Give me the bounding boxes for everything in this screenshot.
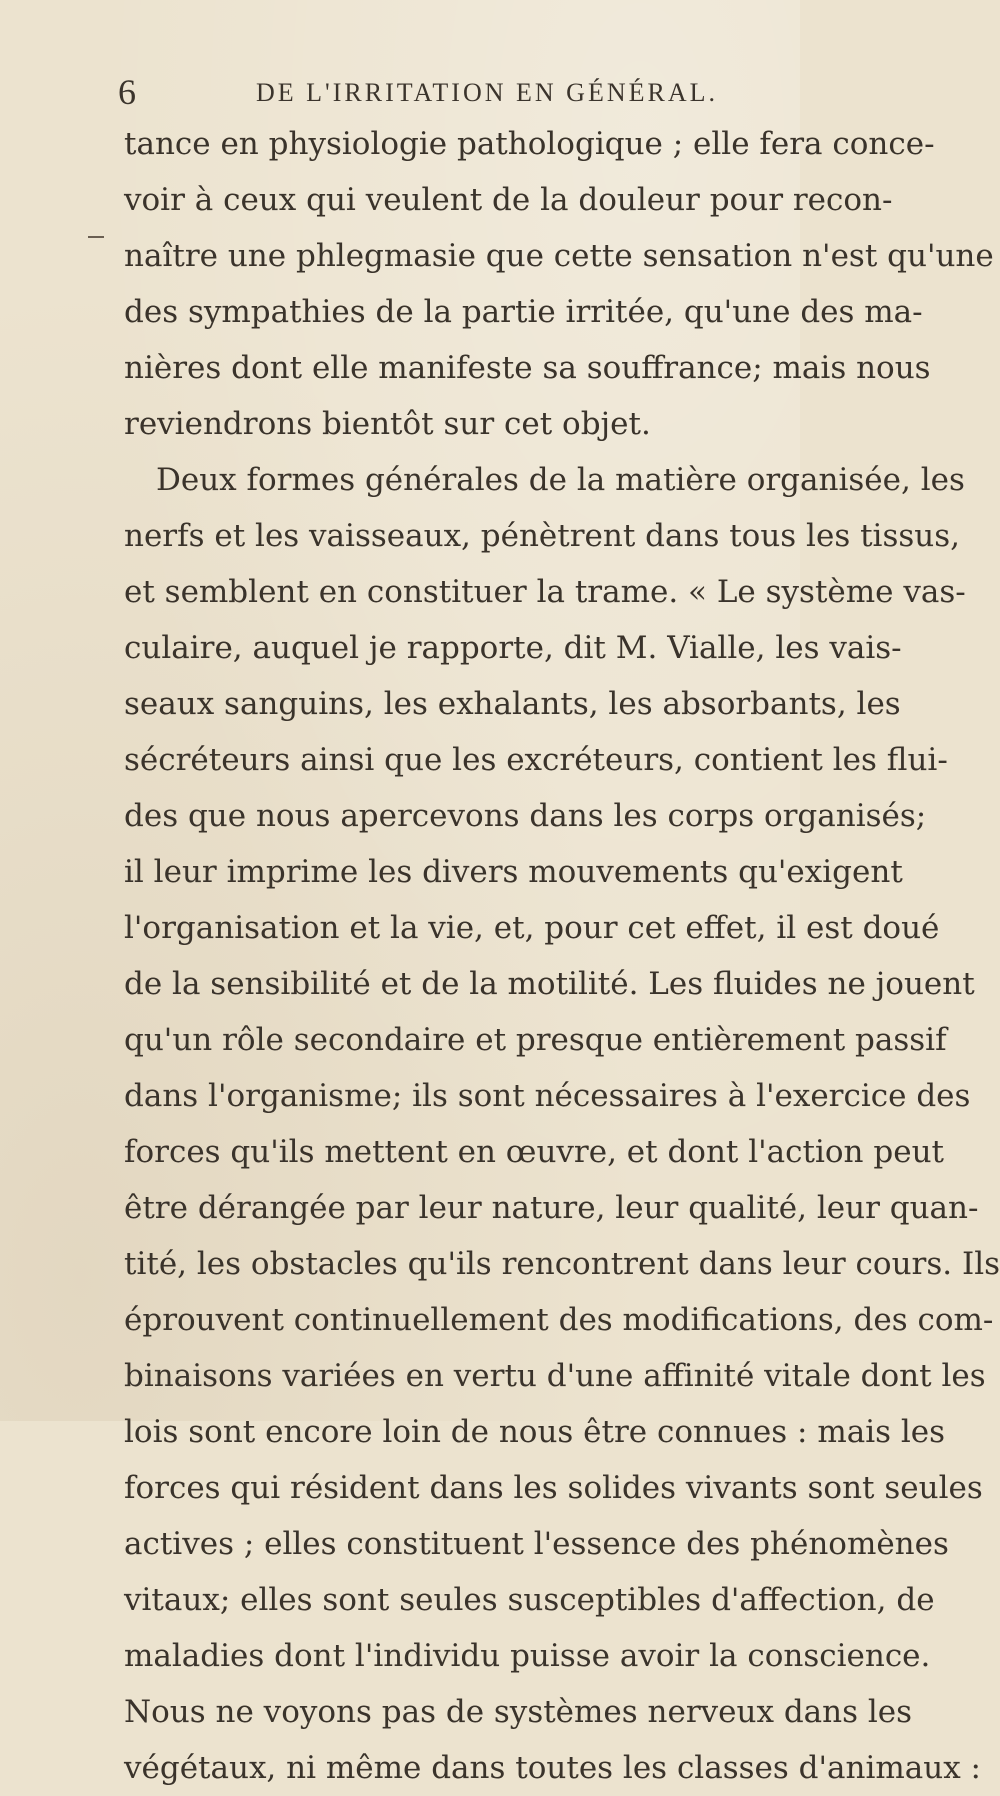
text-line: vitaux; elles sont seules susceptibles d'affection, de (124, 1582, 935, 1618)
text-line: dans l'organisme; ils sont nécessaires à l'exercice des (124, 1078, 971, 1114)
text-line: lois sont encore loin de nous être connues : mais les (124, 1414, 946, 1450)
text-line: nerfs et les vaisseaux, pénètrent dans tous les tissus, (124, 518, 961, 554)
text-line: des sympathies de la partie irritée, qu'une des ma- (124, 294, 923, 330)
text-line: de la sensibilité et de la motilité. Les fluides ne jouent (124, 966, 975, 1002)
text-line: Deux formes générales de la matière organisée, les (156, 462, 965, 498)
text-line: forces qui résident dans les solides vivants sont seules (124, 1470, 983, 1506)
text-line: voir à ceux qui veulent de la douleur pour recon- (124, 182, 893, 218)
text-line: il leur imprime les divers mouvements qu'exigent (124, 854, 903, 890)
text-line: seaux sanguins, les exhalants, les absorbants, les (124, 686, 901, 722)
text-line: nières dont elle manifeste sa souffrance; mais nous (124, 350, 931, 386)
body-text (124, 116, 1000, 1796)
margin-mark (88, 236, 104, 238)
text-line: l'organisation et la vie, et, pour cet effet, il est doué (124, 910, 940, 946)
text-line: forces qu'ils mettent en œuvre, et dont l'action peut (124, 1134, 944, 1170)
text-line: des que nous apercevons dans les corps organisés; (124, 798, 927, 834)
text-line: reviendrons bientôt sur cet objet. (124, 406, 651, 442)
text-line: Nous ne voyons pas de systèmes nerveux dans les (124, 1694, 913, 1730)
text-line: qu'un rôle secondaire et presque entièrement passif (124, 1022, 947, 1058)
text-line: binaisons variées en vertu d'une affinité vitale dont les (124, 1358, 986, 1394)
text-line: être dérangée par leur nature, leur qualité, leur quan- (124, 1190, 979, 1226)
text-line: et semblent en constituer la trame. « Le système vas- (124, 574, 966, 610)
text-line: sécréteurs ainsi que les excréteurs, contient les flui- (124, 742, 948, 778)
text-line: éprouvent continuellement des modifications, des com- (124, 1302, 994, 1338)
running-title: DE L'IRRITATION EN GÉNÉRAL. (256, 78, 718, 107)
running-head (118, 72, 738, 112)
text-line: culaire, auquel je rapporte, dit M. Vialle, les vais- (124, 630, 902, 666)
text-line: actives ; elles constituent l'essence des phénomènes (124, 1526, 949, 1562)
text-line: naître une phlegmasie que cette sensation n'est qu'une (124, 238, 994, 274)
text-line: tité, les obstacles qu'ils rencontrent dans leur cours. Ils (124, 1246, 1000, 1282)
text-line: végétaux, ni même dans toutes les classes d'animaux : (124, 1750, 981, 1786)
text-line: maladies dont l'individu puisse avoir la conscience. (124, 1638, 931, 1674)
page-number: 6 (118, 72, 136, 112)
text-line: tance en physiologie pathologique ; elle fera conce- (124, 126, 935, 162)
